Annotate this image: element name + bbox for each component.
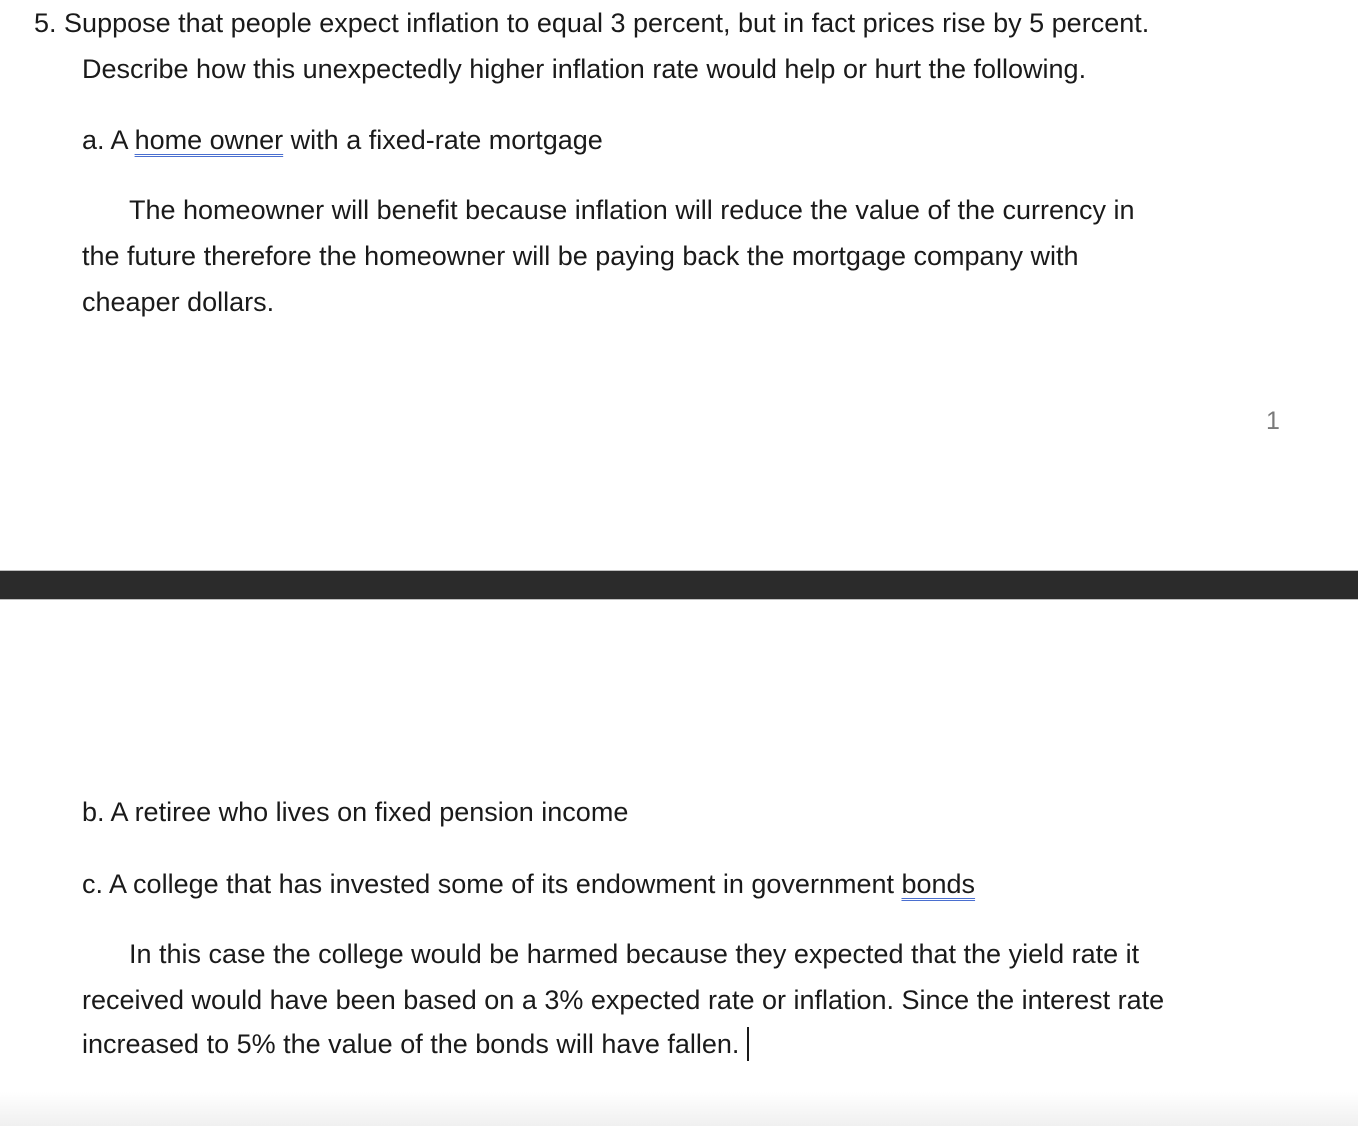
part-a-prefix: A bbox=[110, 125, 135, 155]
part-c-prefix: A college that has invested some of its endowment in government bbox=[109, 869, 902, 899]
part-a-answer-line-1: The homeowner will benefit because inflation will reduce the value of the currency in bbox=[129, 195, 1135, 225]
part-c-answer-line-1: In this case the college would be harmed because they expected that the yield rate it bbox=[129, 939, 1140, 969]
part-c-underlined-term[interactable]: bonds bbox=[901, 869, 976, 899]
part-a-answer-line-3: cheaper dollars. bbox=[82, 287, 275, 317]
part-a-suffix: with a fixed-rate mortgage bbox=[283, 125, 603, 155]
part-a-underlined-term[interactable]: home owner bbox=[134, 125, 284, 155]
part-a-label: a. bbox=[82, 125, 105, 155]
part-a-heading bbox=[82, 123, 603, 157]
part-c-answer-line-3-container bbox=[82, 1027, 749, 1061]
text-cursor bbox=[747, 1027, 749, 1061]
part-b-text: A retiree who lives on fixed pension income bbox=[110, 797, 629, 827]
page-break-divider bbox=[0, 570, 1358, 600]
part-b-label: b. bbox=[82, 797, 105, 827]
document-page-2[interactable] bbox=[0, 600, 1358, 1126]
part-c-label: c. bbox=[82, 869, 104, 899]
page-number: 1 bbox=[1266, 407, 1280, 435]
part-b-heading bbox=[82, 795, 628, 829]
part-a-answer-line-2: the future therefore the homeowner will be paying back the mortgage company with bbox=[82, 241, 1079, 271]
window-bottom-edge bbox=[0, 1092, 1358, 1126]
part-c-answer-line-2: received would have been based on a 3% expected rate or inflation. Since the interest rate bbox=[82, 985, 1165, 1015]
part-c-heading bbox=[82, 867, 975, 901]
question-text-1: Suppose that people expect inflation to equal 3 percent, but in fact prices rise by 5 percent. bbox=[64, 8, 1150, 38]
question-number: 5. bbox=[34, 8, 57, 38]
question-line-2: Describe how this unexpectedly higher inflation rate would help or hurt the following. bbox=[82, 54, 1087, 84]
question-line-1 bbox=[34, 6, 1149, 40]
part-c-answer-line-3: increased to 5% the value of the bonds will have fallen. bbox=[82, 1029, 740, 1059]
